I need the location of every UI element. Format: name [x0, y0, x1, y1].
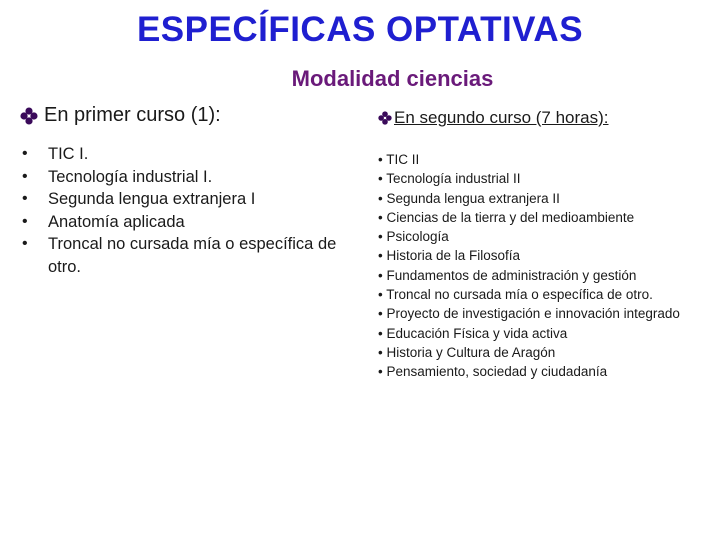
first-course-heading-text: En primer curso (1): — [44, 104, 221, 126]
list-item-text: Tecnología industrial I. — [48, 167, 213, 186]
second-course-heading-text: En segundo curso (7 horas): — [394, 108, 609, 127]
page-title: ESPECÍFICAS OPTATIVAS — [136, 10, 584, 49]
list-item: • Historia de la Filosofía — [378, 248, 521, 264]
list-item — [20, 143, 350, 166]
list-item: • Tecnología industrial II — [378, 171, 521, 187]
list-item: • Troncal no cursada mía o específica de otro. — [378, 287, 653, 303]
list-item — [20, 233, 350, 278]
page-subtitle: Modalidad ciencias — [291, 66, 494, 91]
second-course-list — [378, 150, 713, 382]
first-course-heading — [20, 104, 350, 127]
list-item: • Historia y Cultura de Aragón — [378, 344, 556, 360]
list-item: • Psicología — [378, 229, 449, 245]
list-item: • TIC II — [378, 152, 420, 167]
list-item — [20, 211, 350, 234]
list-item-text: Segunda lengua extranjera I — [48, 190, 256, 208]
diamond-clover-icon — [20, 107, 38, 125]
list-item-text: Anatomía aplicada — [48, 212, 185, 231]
list-item — [20, 188, 350, 211]
list-item — [20, 166, 350, 189]
list-item: • Proyecto de investigación e innovación integrado — [378, 306, 680, 322]
list-item: • Educación Física y vida activa — [378, 325, 568, 341]
list-item-text: Troncal no cursada mía o específica de otro. — [48, 235, 337, 276]
list-item-text: TIC I. — [48, 145, 89, 163]
bullet-dot-icon: • — [22, 167, 28, 185]
bullet-dot-icon: • — [22, 212, 28, 230]
first-course-list — [20, 143, 350, 278]
second-course-heading — [378, 108, 713, 128]
bullet-dot-icon: • — [22, 235, 28, 252]
list-item: • Segunda lengua extranjera II — [378, 190, 560, 206]
first-course-column — [20, 104, 350, 278]
list-item: • Fundamentos de administración y gestión — [378, 267, 637, 283]
diamond-clover-icon — [378, 111, 392, 125]
bullet-dot-icon: • — [22, 145, 28, 162]
list-item: • Pensamiento, sociedad y ciudadanía — [378, 364, 608, 380]
second-course-column — [378, 108, 713, 382]
bullet-dot-icon: • — [22, 190, 28, 207]
list-item: • Ciencias de la tierra y del medioambiente — [378, 209, 635, 225]
